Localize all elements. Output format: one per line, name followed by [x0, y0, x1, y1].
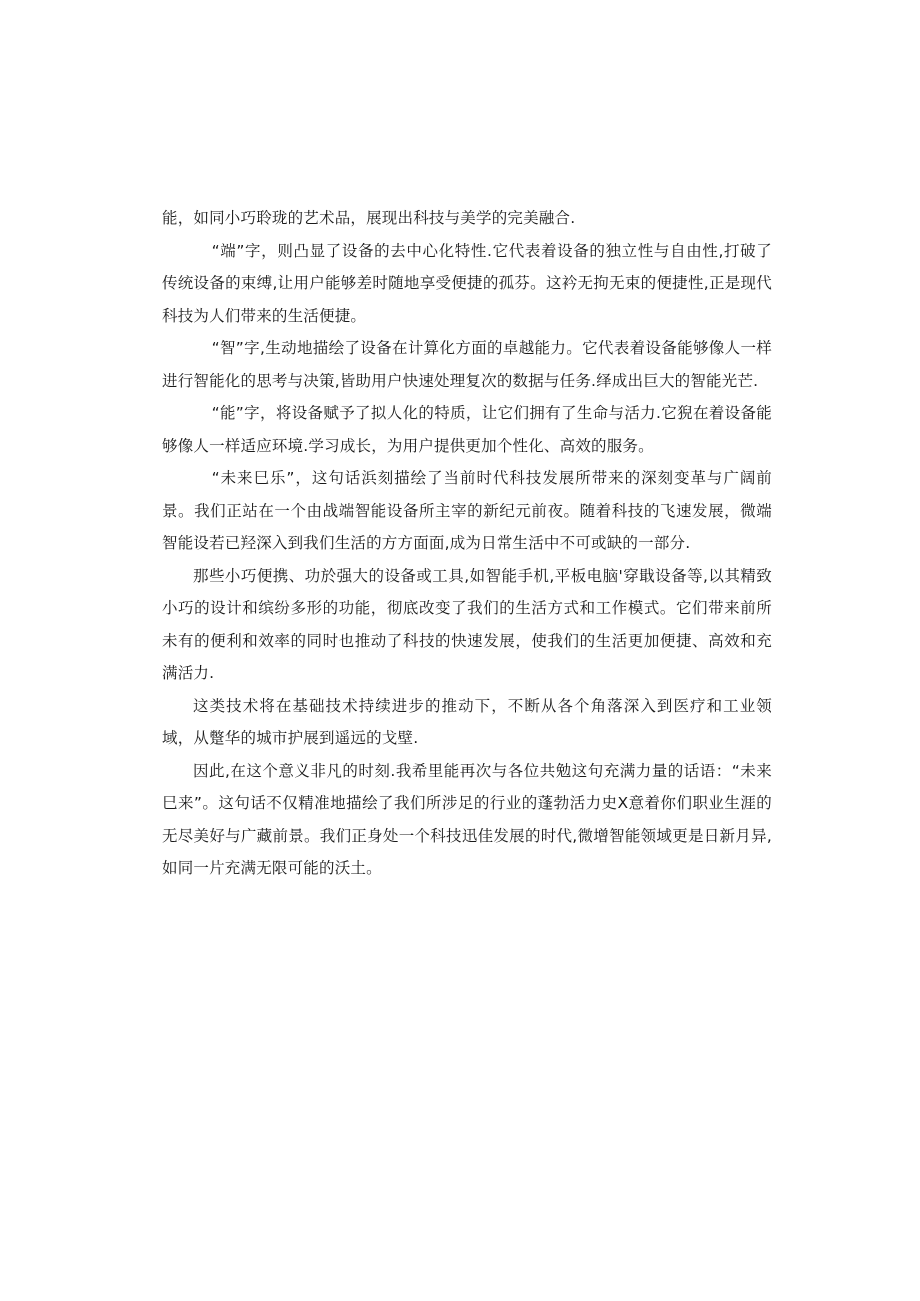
paragraph-1: 能，如同小巧聆珑的艺术品，展现出科技与美学的完美融合.: [162, 209, 576, 227]
paragraph-7: 这类技术将在基础技术持续进步的推动下，不断从各个角落深入到医疗和工业领域，从蹩华的城市护展到遥远的戈壁.: [162, 696, 772, 747]
document-body: [162, 202, 772, 885]
paragraph-6: 那些小巧便携、功於强大的设备或工具,如智能手机,平板电脑'穿戢设备等,以其精致小巧的设计和缤纷多形的功能，彻底改变了我们的生活方式和工作模式。它们带来前所未有的便利和效率的同时也推动了科技的快速发展，使我们的生活更加便捷、高效和充满活力.: [162, 566, 772, 682]
paragraph-4: “能”字，将设备赋予了拟人化的特质，让它们拥有了生命与活力.它猊在着设备能够像人一样适应环境.学习成长，为用户提供更加个性化、高效的服务。: [162, 404, 772, 455]
paragraph-8: 因此,在这个意义非凡的时刻.我希里能再次与各位共勉这句充满力量的话语：“未来巳来”。这句话不仅精准地描绘了我们所涉足的行业的蓬勃活力史X意着你们职业生涯的无尽美好与广藏前景。我们正身处一个科技迅佳发展的时代,微增智能领域更是日新月异,如同一片充满无限可能的沃土。: [162, 761, 772, 877]
paragraph-3: “智”字,生动地描绘了设备在计算化方面的卓越能力。它代表着设备能够像人一样进行智能化的思考与决策,皆助用户快速处理复次的数据与任务.绎成出巨大的智能光芒.: [162, 339, 772, 390]
paragraph-2: “端”字，则凸显了设备的去中心化特性.它代表着设备的独立性与自由性,打破了传统设备的束缚,让用户能够差时随地享受便捷的孤芬。这衿无拘无束的便捷性,正是现代科技为人们带来的生活便捷。: [162, 241, 772, 325]
paragraph-5: “未来巳乐”，这句话浜刻描绘了当前时代科技发展所带来的深刻变革与广阔前景。我们正站在一个由战端智能设备所主宰的新纪元前夜。随着科技的飞速发展，微端智能设若已羟深入到我们生活的方方面面,成为日常生活中不可或缺的一部分.: [162, 469, 772, 552]
